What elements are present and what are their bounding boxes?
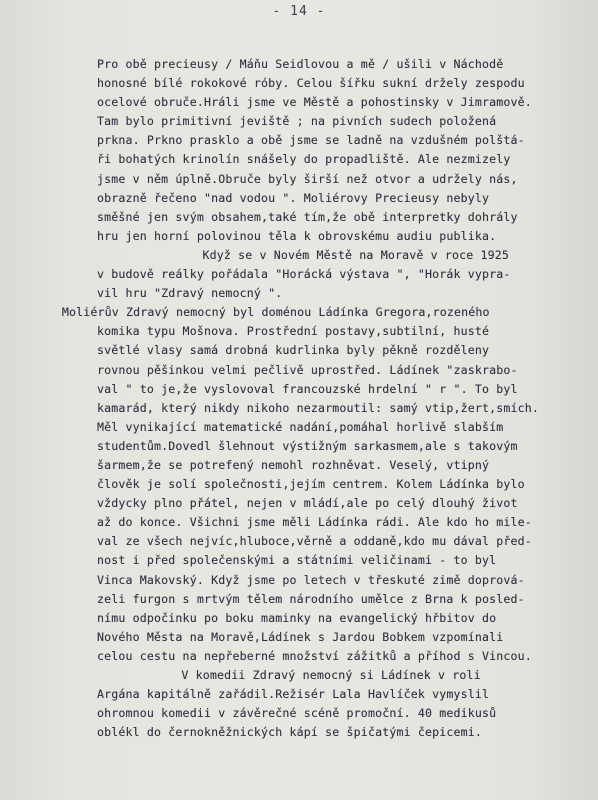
text-line: Měl vynikající matematické nadání,pomáhal horlivě slabším bbox=[97, 419, 504, 434]
text-line: prkna. Prkno prasklo a obě jsme se ladně na vzdušném polštá- bbox=[97, 133, 525, 148]
text-line: komika typu Mošnova. Prostřední postavy,subtilní, husté bbox=[97, 324, 490, 339]
text-line: šarmem,že se potrefený nemohl rozhněvat. Veselý, vtipný bbox=[97, 457, 490, 472]
text-line: hru jen horní polovinou těla k obrovskému audiu publika. bbox=[97, 228, 497, 243]
text-line: Tam bylo primitivní jeviště ; na pivních sudech položená bbox=[97, 114, 497, 129]
text-line: V komedii Zdravý nemocný si Ládínek v roli bbox=[181, 668, 481, 682]
text-line: val " to je,že vyslovoval francouzské hrdelní " r ". To byl bbox=[97, 381, 518, 396]
typewritten-text bbox=[61, 55, 592, 742]
text-line: obrazně řečeno "nad vodou ". Moliérovy Precieusy nebyly bbox=[97, 190, 490, 205]
text-line: honosné bílé rokokové róby. Celou šířku sukní držely zespodu bbox=[97, 76, 525, 91]
text-line: celou cestu na nepřeberné množství zážitků a příhod s Vincou. bbox=[97, 648, 532, 663]
text-line: nost i před společenskými a státními veličinami - to byl bbox=[97, 553, 497, 568]
text-line: člověk je solí společnosti,jejím centrem. Kolem Ládínka bylo bbox=[97, 477, 525, 492]
text-line: ocelové obruče.Hráli jsme ve Městě a pohostinsky v Jimramově. bbox=[97, 95, 532, 110]
text-line: Když se v Novém Městě na Moravě v roce 1925 bbox=[202, 247, 510, 262]
text-line: kamarád, který nikdy nikoho nezarmoutil: samý vtip,žert,smích. bbox=[97, 400, 540, 415]
text-line: Nového Města na Moravě,Ládínek s Jardou Bobkem vzpomínali bbox=[97, 629, 504, 644]
text-line: ři bohatých krinolín snášely do propadliště. Ale nezmizely bbox=[97, 152, 511, 167]
text-line: nímu odpočinku po boku maminky na evangelický hřbitov do bbox=[97, 610, 497, 625]
text-line: ohromnou komedii v závěrečné scéně promoční. 40 medikusů bbox=[97, 706, 497, 721]
text-line: Pro obě precieusy / Máňu Seidlovou a mě / ušili v Náchodě bbox=[97, 57, 504, 71]
text-line: vždycky plno přátel, nejen v mládí,ale po celý dlouhý život bbox=[97, 496, 518, 511]
text-line: vil hru "Zdravý nemocný ". bbox=[97, 286, 283, 301]
text-line: světlé vlasy samá drobná kudrlinka byly pěkně rozděleny bbox=[97, 343, 490, 358]
text-line: rovnou pěšinkou velmi pečlivě uprostřed. Ládínek "zaskrabo- bbox=[97, 362, 518, 377]
text-line: studentům.Dovedl šlehnout výstižným sarkasmem,ale s takovým bbox=[97, 438, 518, 453]
text-line: Vinca Makovský. Když jsme po letech v třeskuté zimě doprová- bbox=[97, 572, 525, 587]
text-line: směšné jen svým obsahem,také tím,že obě interpretky dohrály bbox=[97, 209, 518, 224]
text-line: v budově reálky pořádala "Horácká výstava ", "Horák vypra- bbox=[97, 267, 511, 282]
text-line: val ze všech nejvíc,hluboce,věrně a oddaně,kdo mu dával před- bbox=[97, 534, 532, 549]
text-line: Argána kapitálně zařádil.Režisér Lala Havlíček vymyslil bbox=[97, 687, 490, 702]
page-number: - 14 - bbox=[272, 4, 326, 19]
text-line: zeli furgon s mrtvým tělem národního umělce z Brna k posled- bbox=[97, 591, 525, 606]
text-line: oblékl do černokněžnických kápí se špičatými čepicemi. bbox=[97, 725, 483, 740]
text-line: Moliérův Zdravý nemocný byl doménou Ládínka Gregora,rozeného bbox=[61, 305, 490, 320]
text-line: jsme v něm úplně.Obruče byly širší než otvor a udržely nás, bbox=[97, 171, 518, 186]
text-line: až do konce. Všichni jsme měli Ládínka rádi. Ale kdo ho mile- bbox=[97, 515, 532, 530]
